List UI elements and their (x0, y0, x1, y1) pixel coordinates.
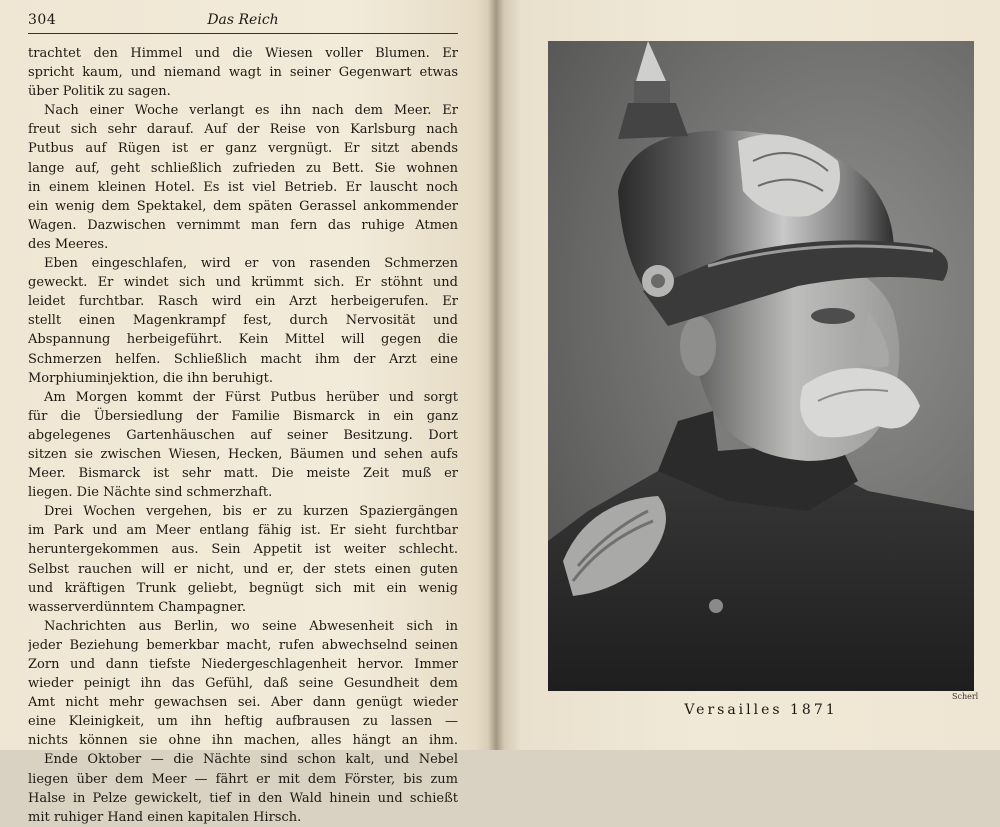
text-line: Putbus auf Rügen ist er ganz vergnügt. Er sitzt abends (28, 141, 458, 157)
text-line: Morphiuminjektion, die ihn beruhigt. (28, 370, 274, 386)
text-line: nichts können sie ohne ihn machen, alles hängt an ihm. (28, 733, 458, 749)
text-line: wieder peinigt ihn das Gefühl, daß seine Gesundheit dem (28, 676, 458, 692)
plate-caption: Versailles 1871 (684, 702, 838, 718)
text-line: jeder Beziehung bemerkbar macht, rufen abwechselnd seinen (28, 637, 458, 653)
text-line: Nach einer Woche verlangt es ihn nach dem Meer. Er (44, 103, 458, 119)
text-line: liegen über dem Meer — fährt er mit dem Förster, bis zum (28, 771, 458, 787)
text-line: Am Morgen kommt der Fürst Putbus herüber und sorgt (44, 389, 458, 405)
page-number: 304 (28, 12, 57, 28)
text-line: lange auf, geht schließlich zufrieden zu Bett. Sie wohnen (28, 160, 458, 176)
text-line: abgelegenes Gartenhäuschen auf seiner Besitzung. Dort (28, 427, 458, 443)
text-line: des Meeres. (28, 236, 109, 252)
text-line: ein wenig dem Spektakel, dem späten Gerassel ankommender (28, 198, 458, 214)
text-line: Selbst rauchen will er nicht, und er, der stets einen guten (28, 561, 458, 577)
text-line: wasserverdünntem Champagner. (28, 599, 246, 615)
text-line: Halse in Pelze gewickelt, tief in den Wald hinein und schießt (28, 790, 458, 806)
text-line: trachtet den Himmel und die Wiesen voller Blumen. Er (28, 46, 458, 61)
text-line: heruntergekommen aus. Sein Appetit ist weiter schlecht. (28, 542, 458, 558)
text-line: stellt einen Magenkrampf fest, durch Nervosität und (28, 313, 458, 329)
text-line: mit ruhiger Hand einen kapitalen Hirsch. (28, 809, 302, 825)
text-line: geweckt. Er windet sich und krümmt sich. Er stöhnt und (28, 275, 458, 291)
book-gutter (488, 0, 504, 750)
text-line: leidet furchtbar. Rasch wird ein Arzt herbeigerufen. Er (28, 294, 458, 310)
text-line: Drei Wochen vergehen, bis er zu kurzen Spaziergängen (44, 504, 458, 520)
text-line: eine Kleinigkeit, um ihn heftig aufbrausen zu lassen — (28, 714, 458, 730)
text-line: Zorn und dann tiefste Niedergeschlagenheit hervor. Immer (28, 657, 458, 672)
text-line: in einem kleinen Hotel. Es ist viel Betrieb. Er lauscht noch (28, 179, 458, 195)
text-line: Abspannung herbeigeführt. Kein Mittel will gegen die (28, 332, 458, 348)
text-line: Ende Oktober — die Nächte sind schon kalt, und Nebel (44, 752, 458, 768)
text-line: sitzen sie zwischen Wiesen, Hecken, Bäumen und sehen aufs (28, 446, 458, 462)
text-line: Wagen. Dazwischen vernimmt man fern das ruhige Atmen (28, 217, 458, 233)
page-header (28, 10, 458, 34)
header-rule (28, 33, 458, 34)
portrait-photo (548, 41, 974, 691)
text-line: und kräftigen Trunk geliebt, begnügt sich mit ein wenig (28, 580, 458, 596)
text-line: im Park und am Meer entlang fähig ist. Er sieht furchtbar (28, 523, 458, 539)
text-line: Schmerzen helfen. Schließlich macht ihm der Arzt eine (28, 351, 458, 367)
text-line: für die Übersiedlung der Familie Bismarck in ein ganz (28, 408, 458, 424)
text-line: Nachrichten aus Berlin, wo seine Abwesenheit sich in (44, 618, 458, 634)
text-line: Amt nicht mehr gewachsen sei. Aber dann genügt wieder (28, 695, 458, 711)
text-line: Meer. Bismarck ist sehr matt. Die meiste Zeit muß er (28, 466, 458, 482)
photo-credit: Scherl (952, 692, 979, 701)
text-line: über Politik zu sagen. (28, 84, 171, 100)
text-line: Eben eingeschlafen, wird er von rasenden Schmerzen (44, 256, 458, 272)
running-head: Das Reich (207, 12, 279, 28)
text-line: spricht kaum, und niemand wagt in seiner Gegenwart etwas (28, 65, 458, 81)
portrait-illustration (548, 41, 974, 691)
text-line: liegen. Die Nächte sind schmerzhaft. (28, 485, 273, 501)
text-line: freut sich sehr darauf. Auf der Reise von Karlsburg nach (28, 122, 458, 138)
body-text (28, 44, 458, 827)
